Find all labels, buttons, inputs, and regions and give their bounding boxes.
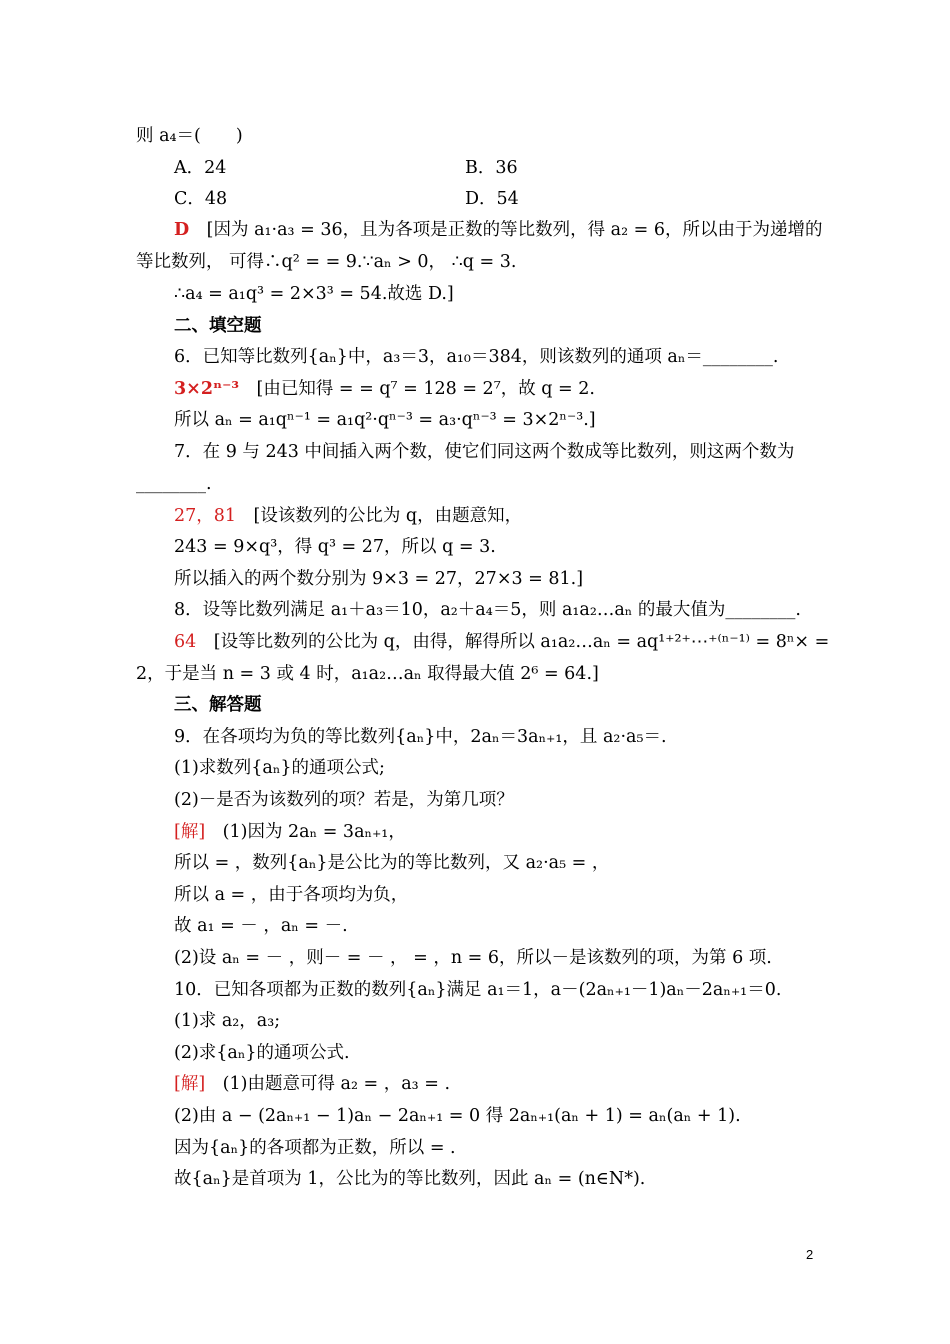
text-line: ________. [136,474,212,494]
choice-option: D．54 [465,189,519,209]
text-line: (2)求{aₙ}的通项公式. [174,1043,350,1063]
text-line: 故{aₙ}是首项为 1，公比为的等比数列，因此 aₙ = (n∈N*). [174,1169,646,1189]
text-line: (2)－是否为该数列的项？若是，为第几项？ [174,790,514,810]
text-line: ∴a₄ = a₁q³ = 2×3³ = 54.故选 D.] [174,284,454,304]
text-line: 8．设等比数列满足 a₁＋a₃＝10，a₂＋a₄＝5，则 a₁a₂…aₙ 的最大值为________. [174,600,801,620]
page-number: 2 [806,1247,814,1262]
choice-option: A．24 [174,158,227,178]
text-line: 等比数列， 可得∴q² = = 9.∵aₙ > 0， ∴q = 3. [136,252,517,272]
text-line: (2)由 a − (2aₙ₊₁ − 1)aₙ − 2aₙ₊₁ = 0 得 2aₙ₊₁(aₙ + 1) = aₙ(aₙ + 1). [174,1106,741,1126]
text-line: 64 [设等比数列的公比为 q，由得，解得所以 a₁a₂…aₙ = aq¹⁺²⁺⋯⁺⁽ⁿ⁻¹⁾ = 8ⁿ× = [174,632,830,652]
choice-option: C．48 [174,189,228,209]
text-line: 故 a₁ = － ，aₙ = －. [174,916,348,936]
text-line: 则 a₄＝( ) [136,126,243,146]
answer-label: 3×2ⁿ⁻³ [174,379,240,399]
answer-label: [解] [174,1074,206,1094]
text-line: 因为{aₙ}的各项都为正数，所以 = . [174,1138,456,1158]
text-line: (1)求 a₂，a₃; [174,1011,281,1031]
text-line: 3×2ⁿ⁻³ [由已知得 = = q⁷ = 128 = 2⁷，故 q = 2. [174,379,595,399]
text-line: 6．已知等比数列{aₙ}中，a₃＝3，a₁₀＝384，则该数列的通项 aₙ＝________. [174,347,779,367]
answer-label: D [174,220,190,240]
text-line: D [因为 a₁·a₃ = 36，且为各项是正数的等比数列，得 a₂ = 6，所以由于为递增的 [174,220,823,240]
text-line: 所以 aₙ = a₁qⁿ⁻¹ = a₁q²·qⁿ⁻³ = a₃·qⁿ⁻³ = 3×2ⁿ⁻³.] [174,410,596,430]
text-line: [解] (1)因为 2aₙ = 3aₙ₊₁， [174,822,406,842]
text-line: 三、解答题 [174,695,262,715]
text-line: (1)求数列{aₙ}的通项公式; [174,758,385,778]
text-line: 二、填空题 [174,316,262,336]
text-line: 所以 = ，数列{aₙ}是公比为的等比数列，又 a₂·a₅ = ， [174,853,610,873]
answer-label: 27，81 [174,506,237,526]
text-line: (2)设 aₙ = － ，则－ = － ， = ，n = 6，所以－是该数列的项，为第 6 项. [174,948,772,968]
text-line: 10．已知各项都为正数的数列{aₙ}满足 a₁＝1，a－(2aₙ₊₁－1)aₙ－2aₙ₊₁＝0. [174,980,782,1000]
text-line: 2，于是当 n = 3 或 4 时，a₁a₂…aₙ 取得最大值 2⁶ = 64.] [136,664,599,684]
text-line: 9．在各项均为负的等比数列{aₙ}中，2aₙ＝3aₙ₊₁，且 a₂·a₅＝. [174,727,667,747]
text-line: 所以 a = ，由于各项均为负， [174,885,409,905]
answer-label: [解] [174,822,206,842]
text-line: 所以插入的两个数分别为 9×3 = 27，27×3 = 81.] [174,569,584,589]
text-line: 7．在 9 与 243 中间插入两个数，使它们同这两个数成等比数列，则这两个数为 [174,442,795,462]
text-line: 243 = 9×q³，得 q³ = 27，所以 q = 3. [174,537,496,557]
text-line: [解] (1)由题意可得 a₂ = ，a₃ = . [174,1074,451,1094]
text-line: 27，81 [设该数列的公比为 q，由题意知， [174,506,523,526]
answer-label: 64 [174,632,197,652]
choice-option: B．36 [465,158,518,178]
